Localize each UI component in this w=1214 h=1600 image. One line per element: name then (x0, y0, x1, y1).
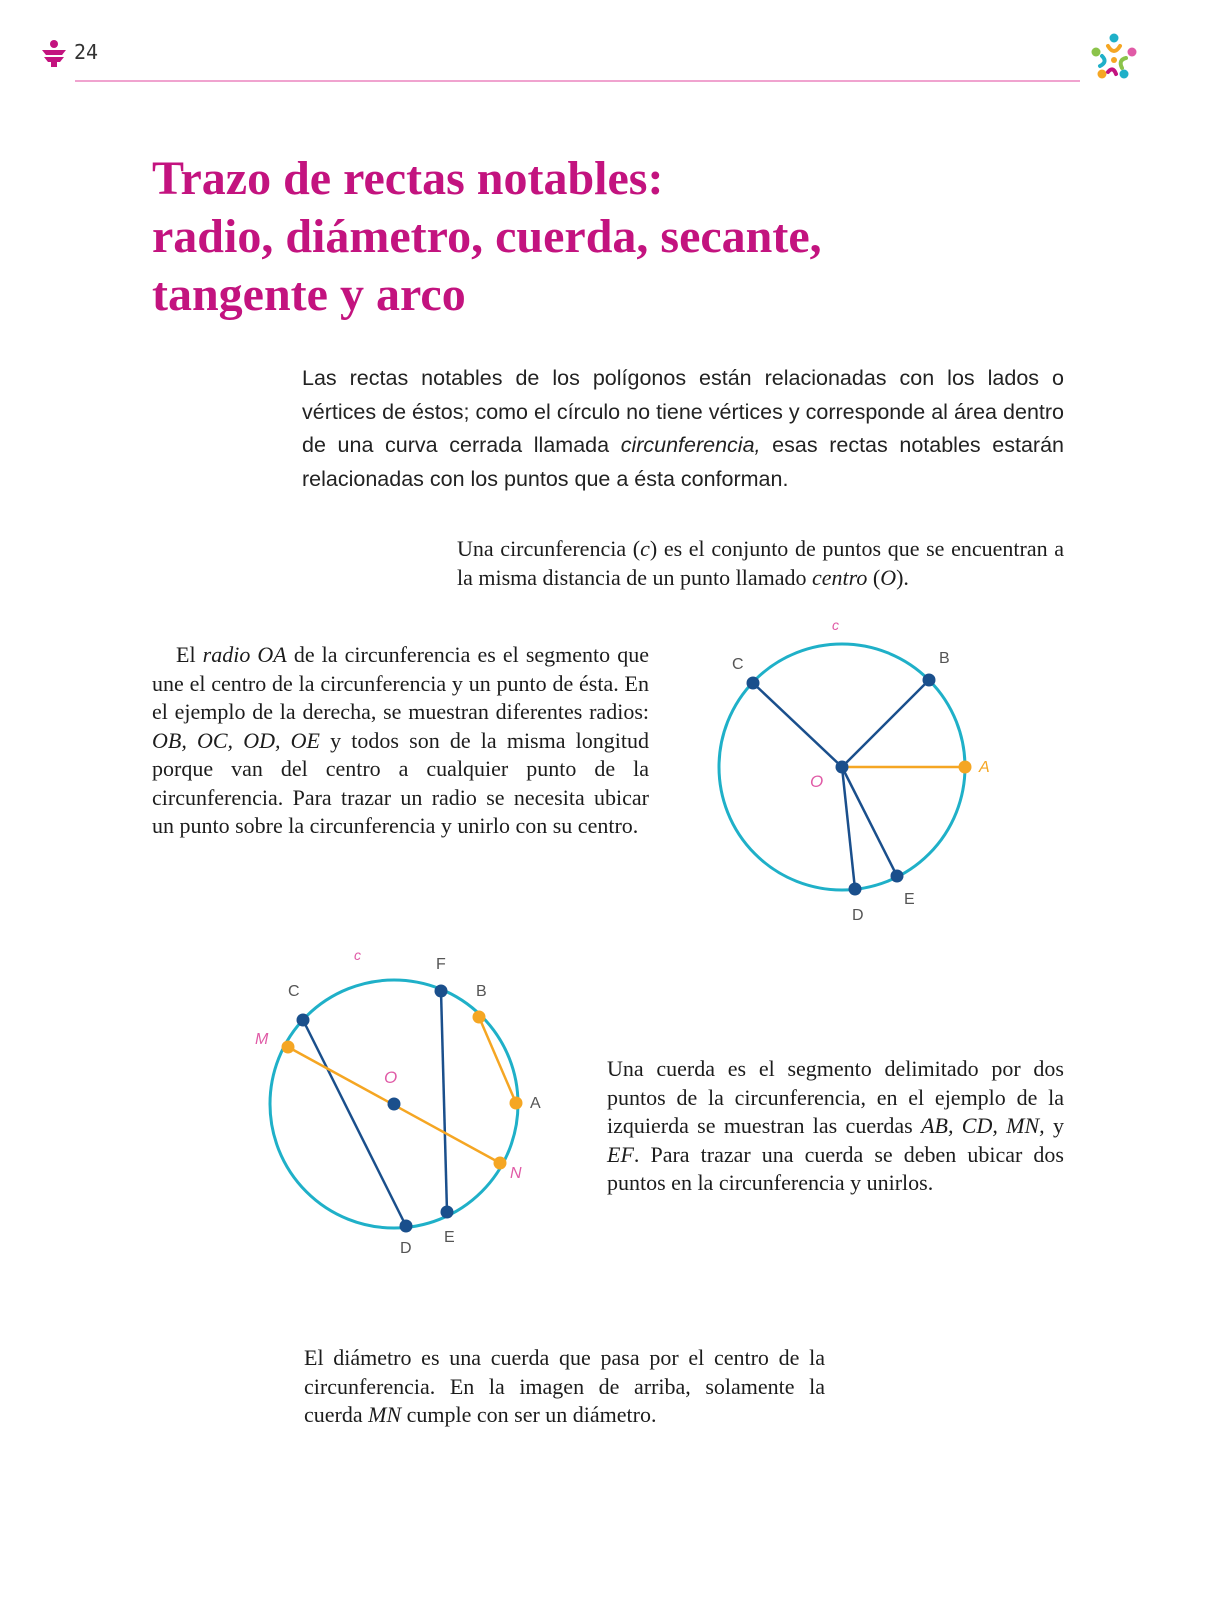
point-e (891, 870, 904, 883)
point-o (836, 761, 849, 774)
radius-od (842, 767, 855, 889)
label-c-circle: c (832, 617, 839, 633)
title-line-1: Trazo de rectas notables: (152, 152, 664, 205)
point-d (849, 883, 862, 896)
intro-part-1: Las rectas notables de los polígonos están relacionadas con los lados o vértices de éstos; como el círculo no tiene vértices y corresponde al área dentro de una curva cerrada llamada (302, 366, 1064, 457)
radio-part-2: de la circunferencia es el segmento que une el centro de la circunferencia y un punto de ésta. En el ejemplo de la derecha, se muestran diferentes radios: (152, 642, 649, 724)
point-c (297, 1014, 310, 1027)
radius-figure (680, 610, 1010, 945)
point-f (435, 985, 448, 998)
point-a (959, 761, 972, 774)
radio-part-3: y todos son de la misma longitud porque van del centro a cualquier punto de la circunferencia. Para trazar un radio se necesita ubicar un punto sobre la circunferencia y unirlo con su centro. (152, 727, 649, 838)
page-title (152, 150, 1052, 324)
point-b (923, 674, 936, 687)
definition-part-2: ) es el conjunto de puntos que se encuentran a la misma distancia de un punto llamado (457, 536, 1064, 590)
point-d (400, 1220, 413, 1233)
label-o: O (384, 1068, 398, 1087)
definition-part-1: Una circunferencia ( (457, 536, 641, 561)
point-o (388, 1098, 401, 1111)
definition-part-3: ( (867, 564, 881, 590)
label-d: D (400, 1240, 412, 1257)
diametro-mn: MN (368, 1402, 402, 1427)
label-cpt: C (288, 983, 300, 1000)
point-m (282, 1041, 295, 1054)
label-d: D (852, 907, 864, 924)
label-m: M (255, 1031, 269, 1048)
definition-o: O (880, 564, 897, 590)
chord-paragraph (607, 1055, 1064, 1198)
diameter-paragraph (304, 1344, 825, 1430)
point-b (473, 1011, 486, 1024)
intro-paragraph (302, 362, 1064, 496)
intro-part-2: esas rectas notables estarán relacionadas con los puntos que a ésta conforman. (302, 433, 1065, 491)
intro-term: circunferencia, (620, 433, 761, 457)
label-a: A (979, 759, 990, 776)
cuerda-part-3: . Para trazar una cuerda se deben ubicar dos puntos en la circunferencia y unirlos. (607, 1141, 1064, 1195)
definition-part-4: ). (896, 564, 909, 590)
definition-c: c (640, 536, 650, 561)
radius-oc (753, 683, 842, 767)
radius-oe (842, 767, 897, 876)
title-line-2: radio, diámetro, cuerda, secante, (152, 210, 822, 263)
label-a: A (530, 1095, 541, 1112)
label-f: F (436, 956, 446, 973)
title-line-3: tangente y arco (152, 268, 466, 321)
emblem-icon (40, 38, 68, 73)
diametro-part-2: cumple con ser un diámetro. (401, 1402, 657, 1427)
point-n (494, 1157, 507, 1170)
point-e (441, 1206, 454, 1219)
cuerda-part-1: Una cuerda es el segmento delimitado por dos puntos de la circunferencia, en el ejemplo de la izquierda se muestran las cuerdas (607, 1056, 1064, 1138)
label-n: N (510, 1165, 522, 1182)
label-o: O (810, 772, 824, 791)
label-cpt: C (732, 656, 744, 673)
radio-part-1: El (176, 642, 203, 667)
label-c-circle: c (354, 947, 361, 963)
people-circle-logo-icon (1086, 30, 1142, 91)
cuerda-ef: EF (607, 1141, 634, 1167)
radio-radii: OB, OC, OD, OE (152, 727, 320, 753)
page-number: 24 (74, 40, 99, 64)
radio-paragraph (152, 641, 649, 841)
cuerda-part-2: y (1044, 1113, 1064, 1138)
chord-figure (250, 940, 570, 1275)
definition-centro: centro (811, 564, 868, 590)
label-e: E (904, 891, 915, 908)
label-e: E (444, 1229, 455, 1246)
radio-term: radio (202, 642, 251, 667)
radio-oa: OA (257, 642, 287, 667)
cuerda-chords: AB, CD, MN, (921, 1113, 1045, 1138)
radius-ob (842, 680, 929, 767)
label-b: B (939, 650, 950, 667)
chord-ef (441, 991, 447, 1212)
point-c (747, 677, 760, 690)
chord-cd (303, 1020, 406, 1226)
header-divider (75, 80, 1080, 82)
label-b: B (476, 983, 487, 1000)
point-a (510, 1097, 523, 1110)
circumference-definition (457, 535, 1064, 592)
diametro-part-1: El diámetro es una cuerda que pasa por el centro de la circunferencia. En la imagen de arriba, solamente la cuerda (304, 1345, 825, 1427)
